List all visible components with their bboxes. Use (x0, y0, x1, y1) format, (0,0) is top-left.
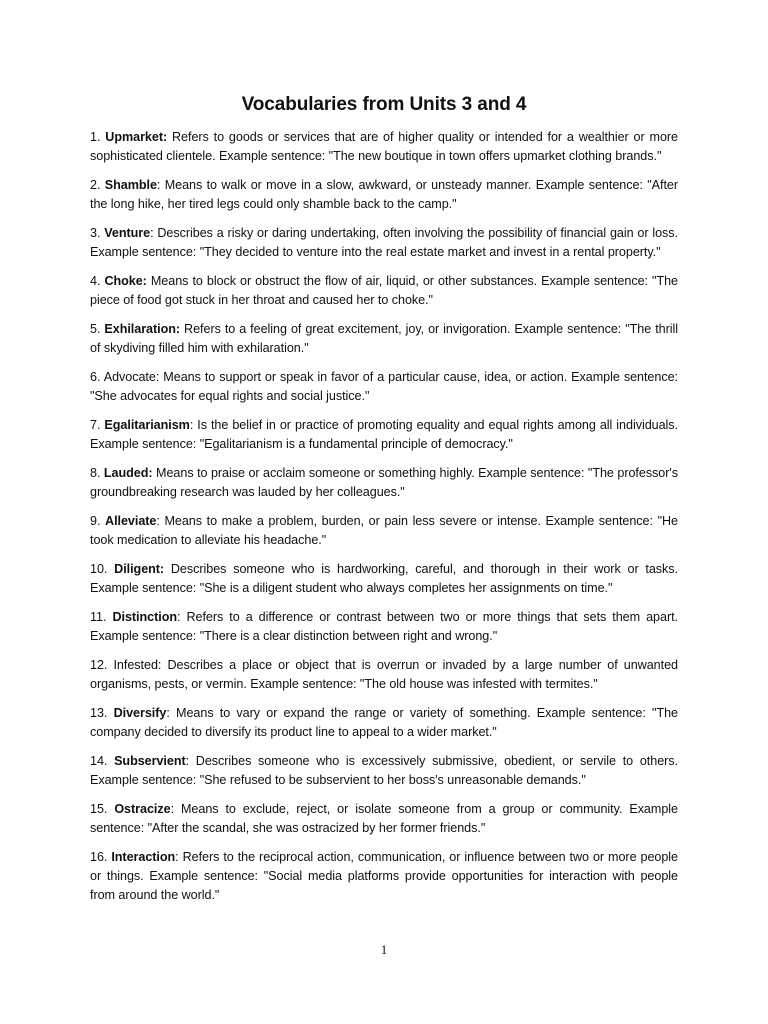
vocabulary-entry (90, 848, 678, 905)
entry-number: 8. (90, 466, 101, 480)
entry-number: 10. (90, 562, 108, 576)
entry-term: Ostracize (114, 802, 171, 816)
entry-definition: : Means to make a problem, burden, or pain less severe or intense. Example sentence: "He took medication to alleviate his headache." (90, 514, 678, 547)
entry-term: Choke: (104, 274, 147, 288)
entry-definition: : Is the belief in or practice of promoting equality and equal rights among all individuals. Example sentence: "Egalitarianism is a fundamental principle of democracy." (90, 418, 678, 451)
entry-term: Infested: (113, 658, 162, 672)
entry-term: Shamble (104, 178, 157, 192)
vocabulary-entry (90, 224, 678, 262)
entry-term: Lauded: (103, 466, 153, 480)
vocabulary-entry (90, 464, 678, 502)
vocabulary-entry (90, 272, 678, 310)
entry-term: Subservient (114, 754, 186, 768)
entry-number: 13. (90, 706, 108, 720)
entry-definition: Refers to goods or services that are of higher quality or intended for a wealthier or more sophisticated clientele. Example sentence: "The new boutique in town offers upmarket clothing brands." (90, 130, 679, 163)
entry-number: 2. (90, 178, 101, 192)
entry-number: 7. (90, 418, 101, 432)
entry-term: Advocate: (103, 370, 160, 384)
vocabulary-entry (90, 368, 678, 406)
entry-term: Exhilaration: (104, 322, 181, 336)
entry-term: Venture (104, 226, 151, 240)
entry-definition: Refers to a feeling of great excitement, joy, or invigoration. Example sentence: "The thrill of skydiving filled him with exhilaration." (90, 322, 678, 355)
entry-number: 9. (90, 514, 101, 528)
vocabulary-entry (90, 176, 678, 214)
document-title: Vocabularies from Units 3 and 4 (241, 94, 527, 115)
vocabulary-list (90, 128, 678, 905)
entry-term: Diversify (113, 706, 167, 720)
entry-definition: : Refers to a difference or contrast between two or more things that sets them apart. Example sentence: "There is a clear distinction between right and wrong." (90, 610, 679, 643)
entry-number: 14. (90, 754, 108, 768)
entry-number: 6. (90, 370, 101, 384)
entry-definition: Describes a place or object that is overrun or invaded by a large number of unwanted organisms, pests, or vermin. Example sentence: "The old house was infested with termites." (90, 658, 678, 691)
vocabulary-entry (90, 320, 678, 358)
entry-definition: Describes someone who is hardworking, careful, and thorough in their work or tasks. Example sentence: "She is a diligent student who always completes her assignments on time." (90, 562, 678, 595)
entry-term: Distinction (112, 610, 177, 624)
vocabulary-entry (90, 656, 678, 694)
entry-number: 15. (90, 802, 108, 816)
entry-number: 5. (90, 322, 101, 336)
entry-number: 16. (90, 850, 108, 864)
entry-term: Diligent: (114, 562, 165, 576)
vocabulary-entry (90, 416, 678, 454)
vocabulary-entry (90, 128, 678, 166)
entry-definition: Means to support or speak in favor of a particular cause, idea, or action. Example sentence: "She advocates for equal rights and social justice." (90, 370, 678, 403)
entry-number: 12. (90, 658, 108, 672)
entry-definition: : Means to walk or move in a slow, awkward, or unsteady manner. Example sentence: "After the long hike, her tired legs could only shamble back to the camp." (90, 178, 679, 211)
entry-number: 4. (90, 274, 101, 288)
entry-term: Alleviate (105, 514, 157, 528)
entry-definition: : Means to vary or expand the range or variety of something. Example sentence: "The company decided to diversify its product line to appeal to a wider market." (90, 706, 679, 739)
entry-term: Upmarket: (105, 130, 168, 144)
vocabulary-entry (90, 704, 678, 742)
entry-number: 1. (90, 130, 101, 144)
vocabulary-entry (90, 752, 678, 790)
entry-definition: Means to praise or acclaim someone or something highly. Example sentence: "The professor's groundbreaking research was lauded by her colleagues." (90, 466, 679, 499)
vocabulary-entry (90, 560, 678, 598)
entry-term: Interaction (111, 850, 176, 864)
entry-definition: : Means to exclude, reject, or isolate someone from a group or community. Example sentence: "After the scandal, she was ostracized by her former friends." (90, 802, 678, 835)
entry-number: 11. (90, 610, 107, 624)
entry-definition: Means to block or obstruct the flow of air, liquid, or other substances. Example sentence: "The piece of food got stuck in her throat and caused her to choke." (90, 274, 678, 307)
entry-definition: : Refers to the reciprocal action, communication, or influence between two or more people or things. Example sentence: "Social media platforms provide opportunities for interaction with people from around the world." (90, 850, 679, 902)
entry-term: Egalitarianism (104, 418, 190, 432)
entry-definition: : Describes someone who is excessively submissive, obedient, or servile to others. Example sentence: "She refused to be subservient to her boss's unreasonable demands." (90, 754, 678, 787)
document-page (90, 92, 678, 915)
entry-definition: : Describes a risky or daring undertaking, often involving the possibility of financial gain or loss. Example sentence: "They decided to venture into the real estate market and invest in a rental property." (90, 226, 678, 259)
vocabulary-entry (90, 512, 678, 550)
page-number: 1 (380, 942, 388, 957)
vocabulary-entry (90, 800, 678, 838)
vocabulary-entry (90, 608, 678, 646)
entry-number: 3. (90, 226, 101, 240)
